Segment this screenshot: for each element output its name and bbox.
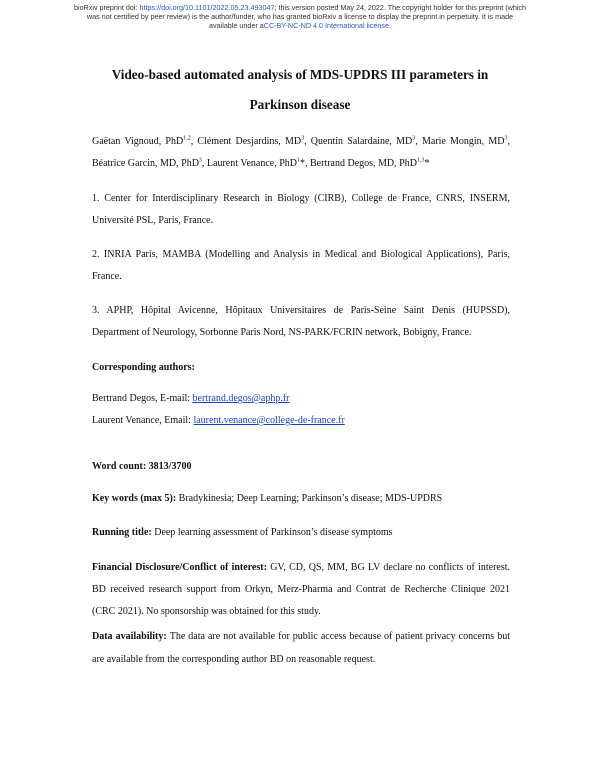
banner-line-2: was not certified by peer review) is the author/funder, who has granted bioRxiv a license to display the preprint in perpetuity. It is made bbox=[86, 12, 514, 21]
banner-line-3: available under aCC-BY-NC-ND 4.0 International license. bbox=[209, 21, 391, 30]
author: Clément Desjardins, $MD^3$, bbox=[197, 135, 311, 147]
author: Gaëtan Vignoud, PhD$^{1,2}$, bbox=[92, 135, 198, 147]
author-list-line-1 bbox=[92, 135, 510, 148]
affiliation-3-line-2: Department of Neurology, Sorbonne Paris Nord, NS-PARK/FCRIN network, Bobigny, France. bbox=[92, 327, 472, 338]
email-link[interactable]: laurent.venance@college-de-france.fr bbox=[193, 415, 345, 426]
running-title: Running title: Deep learning assessment of Parkinson’s disease symptoms bbox=[92, 527, 393, 538]
word-count: Word count: 3813/3700 bbox=[92, 461, 192, 472]
affiliation-3-line-1: 3. APHP, Hôpital Avicenne, Hôpitaux Universitaires de Paris-Seine Saint Denis (HUPSSD), bbox=[92, 305, 510, 316]
corresponding-author-1: Bertrand Degos, E-mail: bertrand.degos@aphp.fr bbox=[92, 393, 290, 404]
author-list-line-2 bbox=[92, 157, 510, 170]
disclosure-line-3: (CRC 2021). No sponsorship was obtained for this study. bbox=[92, 606, 321, 617]
paper-title-line-1: Video-based automated analysis of MDS-UPDRS III parameters in bbox=[111, 67, 489, 82]
affiliation-2-line-2: France. bbox=[92, 271, 122, 282]
affiliation-2-line-1: 2. INRIA Paris, MAMBA (Modelling and Analysis in Medical and Biological Applications), Paris, bbox=[92, 249, 510, 260]
preprint-banner bbox=[0, 3, 600, 30]
author: Bertrand Degos, MD, PhD$^{1,3}$* bbox=[310, 157, 430, 169]
disclosure-line-2: BD received research support from Orkyn, Merz-Pharma and Contrat de Recherche Clinique 2021 bbox=[92, 584, 510, 595]
affiliation-1-line-1: 1. Center for Interdisciplinary Research in Biology (CIRB), College de France, CNRS, INSERM, bbox=[92, 193, 510, 204]
author: Laurent Venance, PhD$^1$*, bbox=[206, 157, 310, 169]
data-availability-line-2: are available from the corresponding author BD on reasonable request. bbox=[92, 654, 376, 665]
corresponding-author-2: Laurent Venance, Email: laurent.venance@college-de-france.fr bbox=[92, 415, 345, 426]
disclosure-line-1: Financial Disclosure/Conflict of interest: GV, CD, QS, MM, BG LV declare no conflicts of interest. bbox=[92, 562, 511, 573]
email-link[interactable]: bertrand.degos@aphp.fr bbox=[192, 393, 290, 404]
banner-line-1: bioRxiv preprint doi: https://doi.org/10.1101/2022.05.23.493047; this version posted May 24, 2022. The copyright holder for this preprint (which bbox=[73, 3, 527, 12]
doi-link[interactable]: https://doi.org/10.1101/2022.05.23.493047 bbox=[139, 3, 275, 12]
author: Quentin Salardaine, $MD^3$, bbox=[310, 135, 422, 147]
author: Marie Mongin, $MD^3$, bbox=[421, 135, 510, 147]
license-link[interactable]: CC-BY-NC-ND 4.0 International license bbox=[263, 21, 389, 30]
author: Béatrice Garcin, MD, PhD$^3$, bbox=[92, 157, 207, 169]
data-availability-line-1: Data availability: The data are not available for public access because of patient privacy concerns but bbox=[92, 631, 510, 642]
keywords: Key words (max 5): Bradykinesia; Deep Learning; Parkinson’s disease; MDS-UPDRS bbox=[92, 493, 443, 504]
affiliation-1-line-2: Université PSL, Paris, France. bbox=[92, 215, 214, 226]
paper-title-line-2: Parkinson disease bbox=[249, 97, 351, 112]
corresponding-heading: Corresponding authors: bbox=[92, 362, 195, 373]
